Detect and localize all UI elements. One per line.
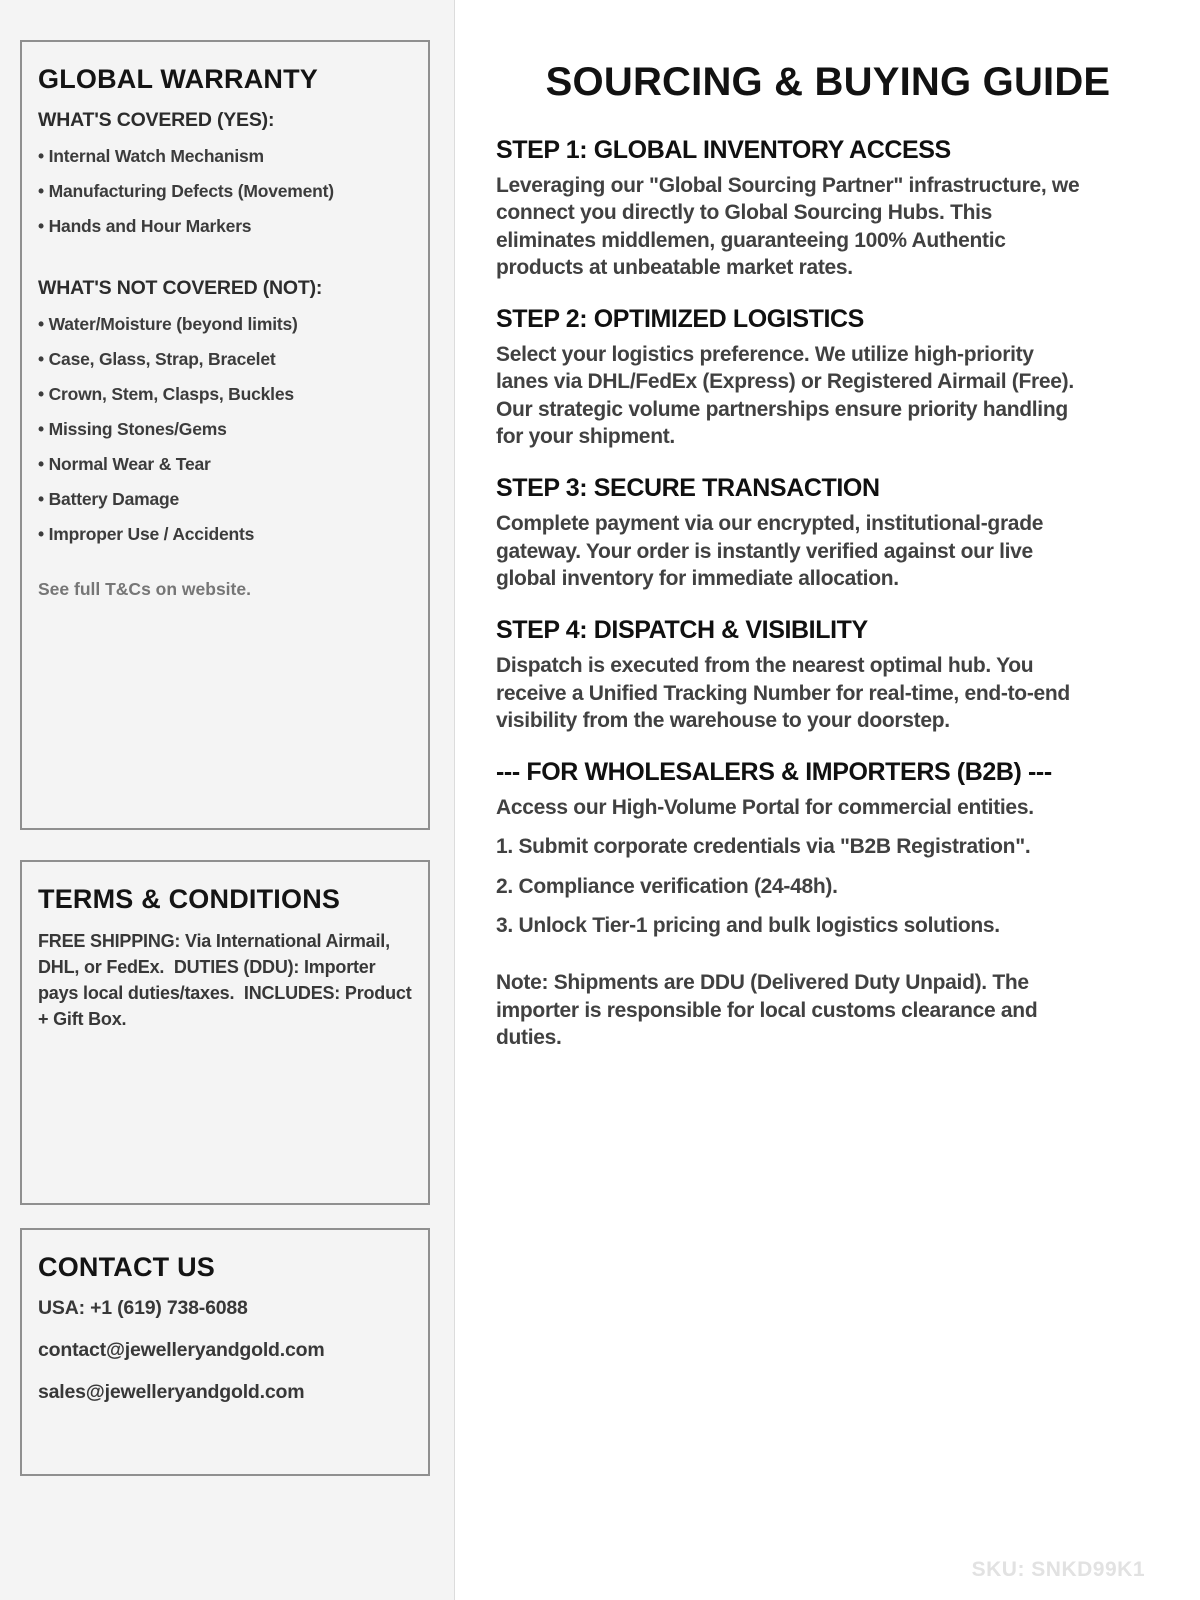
- step-heading: STEP 1: GLOBAL INVENTORY ACCESS: [496, 136, 951, 164]
- terms-body: FREE SHIPPING: Via International Airmail, DHL, or FedEx. DUTIES (DDU): Importer pays local duties/taxes. INCLUDES: Product + Gift Box.: [38, 931, 417, 1029]
- warranty-title: GLOBAL WARRANTY: [38, 64, 318, 94]
- covered-item: • Manufacturing Defects (Movement): [38, 181, 412, 202]
- not-covered-item: • Missing Stones/Gems: [38, 419, 412, 440]
- contact-email-sales: sales@jewelleryandgold.com: [38, 1381, 305, 1403]
- not-covered-item: • Crown, Stem, Clasps, Buckles: [38, 384, 412, 405]
- not-covered-heading: WHAT'S NOT COVERED (NOT):: [38, 277, 323, 299]
- step-heading: STEP 2: OPTIMIZED LOGISTICS: [496, 305, 864, 334]
- b2b-item: 3. Unlock Tier-1 pricing and bulk logistics solutions.: [496, 914, 1000, 938]
- step-body: Complete payment via our encrypted, institutional-grade gateway. Your order is instantly verified against our live global inventory for immediate allocation.: [496, 512, 1044, 590]
- terms-title: TERMS & CONDITIONS: [38, 884, 341, 914]
- not-covered-item: • Improper Use / Accidents: [38, 524, 412, 545]
- contact-box: [20, 1228, 430, 1476]
- step-body: Leveraging our "Global Sourcing Partner" infrastructure, we connect you directly to Global Sourcing Hubs. This eliminates middlemen, guaranteeing 100% Authentic products at unbeatable market rates.: [496, 174, 1080, 279]
- covered-heading: WHAT'S COVERED (YES):: [38, 109, 275, 131]
- not-covered-item: • Battery Damage: [38, 489, 412, 510]
- step-section: [496, 614, 1160, 734]
- contact-phone: USA: +1 (619) 738-6088: [38, 1297, 248, 1319]
- b2b-intro: Access our High-Volume Portal for commercial entities.: [496, 796, 1034, 820]
- covered-item: • Hands and Hour Markers: [38, 216, 412, 237]
- b2b-item: 1. Submit corporate credentials via "B2B Registration".: [496, 835, 1031, 859]
- terms-box: [20, 860, 430, 1205]
- b2b-note: Note: Shipments are DDU (Delivered Duty Unpaid). The importer is responsible for local customs clearance and duties.: [496, 971, 1038, 1049]
- contact-title: CONTACT US: [38, 1252, 215, 1282]
- main-content: [456, 0, 1200, 1600]
- step-body: Dispatch is executed from the nearest optimal hub. You receive a Unified Tracking Number for real-time, end-to-end visibility from the warehouse to your doorstep.: [496, 654, 1070, 732]
- step-heading: STEP 4: DISPATCH & VISIBILITY: [496, 616, 868, 645]
- step-section: [496, 303, 1160, 450]
- not-covered-item: • Water/Moisture (beyond limits): [38, 314, 412, 335]
- step-section: [496, 472, 1160, 592]
- b2b-list: [496, 833, 1160, 939]
- step-section: [496, 134, 1160, 281]
- covered-item: • Internal Watch Mechanism: [38, 146, 412, 167]
- page-title: SOURCING & BUYING GUIDE: [545, 60, 1111, 104]
- b2b-heading: --- FOR WHOLESALERS & IMPORTERS (B2B) ---: [496, 758, 1052, 787]
- b2b-section: [496, 756, 1160, 1051]
- not-covered-item: • Case, Glass, Strap, Bracelet: [38, 349, 412, 370]
- sku-label: SKU: SNKD99K1: [971, 1558, 1145, 1581]
- step-heading: STEP 3: SECURE TRANSACTION: [496, 474, 880, 503]
- contact-email-primary: contact@jewelleryandgold.com: [38, 1339, 325, 1361]
- covered-list: [38, 146, 412, 237]
- global-warranty-box: [20, 40, 430, 830]
- b2b-item: 2. Compliance verification (24-48h).: [496, 874, 838, 898]
- warranty-footnote: See full T&Cs on website.: [38, 579, 251, 599]
- sidebar: [0, 0, 455, 1600]
- not-covered-list: [38, 314, 412, 545]
- not-covered-item: • Normal Wear & Tear: [38, 454, 412, 475]
- step-body: Select your logistics preference. We utilize high-priority lanes via DHL/FedEx (Express) or Registered Airmail (Free). Our strategic volume partnerships ensure priority handling for your shipment.: [496, 343, 1074, 449]
- steps-list: [496, 134, 1160, 734]
